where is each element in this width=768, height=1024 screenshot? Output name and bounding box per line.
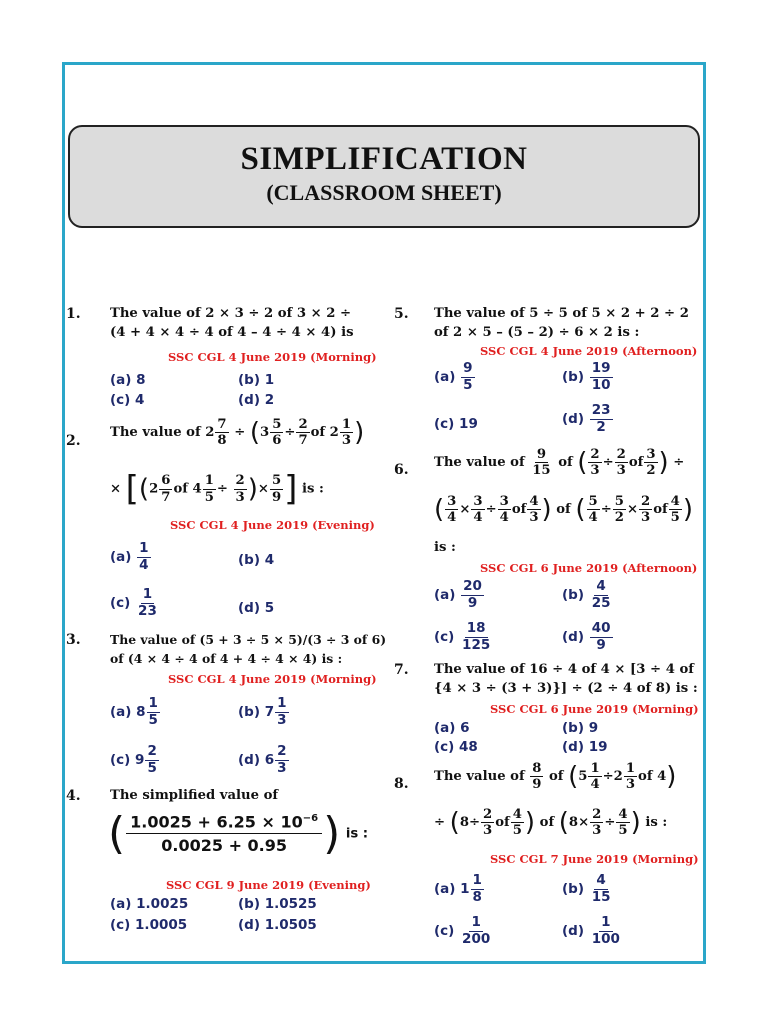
option-a: (a) $\frac{9}{5}$ xyxy=(434,360,473,393)
question-number: 5. xyxy=(394,306,409,322)
option-a: (a) $\frac{20}{9}$ xyxy=(434,578,482,611)
option-b: (b) 9 xyxy=(562,720,599,736)
exam-source: SSC CGL 4 June 2019 (Morning) xyxy=(168,350,377,364)
exam-source: SSC CGL 4 June 2019 (Morning) xyxy=(168,672,377,686)
exam-source: SSC CGL 9 June 2019 (Evening) xyxy=(166,878,371,892)
option-c: (c) 4 xyxy=(110,392,145,408)
exam-source: SSC CGL 6 June 2019 (Morning) xyxy=(490,702,699,716)
option-a: (a) $\frac{1}{4}$ xyxy=(110,540,149,573)
question-text-line1: The simplified value of xyxy=(110,788,279,803)
exam-source: SSC CGL 6 June 2019 (Afternoon) xyxy=(480,561,698,575)
option-b: (b) $\frac{4}{25}$ xyxy=(562,578,611,611)
question-text-line2: {4 × 3 ÷ (3 + 3)}] ÷ (2 ÷ 4 of 8) is : xyxy=(434,681,698,696)
question-number: 1. xyxy=(66,306,81,322)
option-c: (c) 1.0005 xyxy=(110,917,188,933)
option-c: (c) $\frac{1}{200}$ xyxy=(434,914,491,947)
question-number: 7. xyxy=(394,662,409,678)
option-b: (b) $\frac{19}{10}$ xyxy=(562,360,611,393)
option-d: (d) 6 $\frac{2}{3}$ xyxy=(238,743,287,776)
exam-source: SSC CGL 4 June 2019 (Afternoon) xyxy=(480,344,698,358)
option-a: (a) 6 xyxy=(434,720,470,736)
question-expression-line1: The value of $\frac{8}{9}$ of (5 $\frac{1}{4}$ ÷2 $\frac{1}{3}$ of 4) xyxy=(434,761,677,793)
question-suffix: is : xyxy=(645,815,668,831)
question-number: 6. xyxy=(394,462,409,478)
question-expression-line2: × [(2 $\frac{6}{7}$ of 4 $\frac{1}{5}$ ÷ $\frac{2}{3}$ )× $\frac{5}{9}$ ] is : xyxy=(110,469,324,509)
option-a: (a) 8 $\frac{1}{5}$ xyxy=(110,695,158,728)
question-prefix: The value of xyxy=(110,425,201,441)
option-b: (b) 7 $\frac{1}{3}$ xyxy=(238,695,287,728)
question-text-line1: The value of 2 × 3 ÷ 2 of 3 × 2 ÷ xyxy=(110,306,352,321)
option-d: (d) 5 xyxy=(238,600,275,616)
option-c: (c) $\frac{18}{125}$ xyxy=(434,620,491,653)
question-prefix: The value of xyxy=(434,455,525,471)
option-c: (c) 9 $\frac{2}{5}$ xyxy=(110,743,157,776)
option-d: (d) 19 xyxy=(562,739,608,755)
option-b: (b) $\frac{4}{15}$ xyxy=(562,872,611,905)
option-a: (a) 8 xyxy=(110,372,146,388)
option-d: (d) $\frac{1}{100}$ xyxy=(562,914,620,947)
question-expression-line1: The value of 2 $\frac{7}{8}$ ÷ (3 $\frac{5}{6}$ ÷ $\frac{2}{7}$ of 2 $\frac{1}{3}$ ) xyxy=(110,417,365,449)
question-text-line1: The value of 16 ÷ 4 of 4 × [3 ÷ 4 of xyxy=(434,662,694,677)
question-text-line1: The value of 5 ÷ 5 of 5 × 2 + 2 ÷ 2 xyxy=(434,306,689,321)
question-text-line2: of (4 × 4 ÷ 4 of 4 + 4 ÷ 4 × 4) is : xyxy=(110,651,343,666)
option-d: (d) 2 xyxy=(238,392,275,408)
question-expression-line2: ÷ (8÷ $\frac{2}{3}$ of $\frac{4}{5}$ ) of (8× $\frac{2}{3}$ ÷ $\frac{4}{5}$ ) is : xyxy=(434,807,668,839)
title-banner xyxy=(68,125,700,228)
question-number: 4. xyxy=(66,788,81,804)
question-expression-line2: ( $\frac{3}{4}$ × $\frac{3}{4}$ ÷ $\frac{3}{4}$ of $\frac{4}{3}$ ) of ( $\frac{5}{4}$ ÷ $\frac{5}{2}$ × $\frac{2}{3}$ of $\frac{4}{5}$ ) xyxy=(434,494,694,526)
option-a: (a) 1 $\frac{1}{8}$ xyxy=(434,872,482,905)
question-text-line2: (4 + 4 × 4 ÷ 4 of 4 – 4 ÷ 4 × 4) is xyxy=(110,325,354,340)
question-suffix: is : xyxy=(302,481,324,497)
question-expression: ( $\frac{1.0025 + 6.25 \times 10^{-6}}{0.0025 + 0.95}$ ) is : xyxy=(108,808,369,859)
question-expression-line1: The value of $\frac{9}{15}$ of ( $\frac{2}{3}$ ÷ $\frac{2}{3}$ of $\frac{3}{2}$ ) ÷ xyxy=(434,447,685,479)
option-c: (c) $\frac{1}{23}$ xyxy=(110,586,157,619)
option-a: (a) 1.0025 xyxy=(110,896,189,912)
option-b: (b) 1 xyxy=(238,372,275,388)
question-number: 3. xyxy=(66,632,81,648)
exam-source: SSC CGL 7 June 2019 (Morning) xyxy=(490,852,699,866)
option-d: (d) 1.0505 xyxy=(238,917,317,933)
option-b: (b) 4 xyxy=(238,552,275,568)
question-suffix: is : xyxy=(434,540,456,555)
option-c: (c) 48 xyxy=(434,739,478,755)
option-d: (d) $\frac{40}{9}$ xyxy=(562,620,611,653)
option-b: (b) 1.0525 xyxy=(238,896,317,912)
question-suffix: is : xyxy=(345,826,369,842)
page-subtitle: (CLASSROOM SHEET) xyxy=(266,180,502,205)
question-number: 8. xyxy=(394,776,409,792)
option-d: (d) $\frac{23}{2}$ xyxy=(562,402,611,435)
question-number: 2. xyxy=(66,433,81,449)
page-title: SIMPLIFICATION xyxy=(240,141,528,177)
question-prefix: The value of xyxy=(434,769,525,785)
exam-source: SSC CGL 4 June 2019 (Evening) xyxy=(170,518,375,532)
question-text-line2: of 2 × 5 – (5 – 2) ÷ 6 × 2 is : xyxy=(434,325,640,340)
question-text-line1: The value of (5 + 3 ÷ 5 × 5)/(3 ÷ 3 of 6) xyxy=(110,632,387,647)
option-c: (c) 19 xyxy=(434,416,478,432)
